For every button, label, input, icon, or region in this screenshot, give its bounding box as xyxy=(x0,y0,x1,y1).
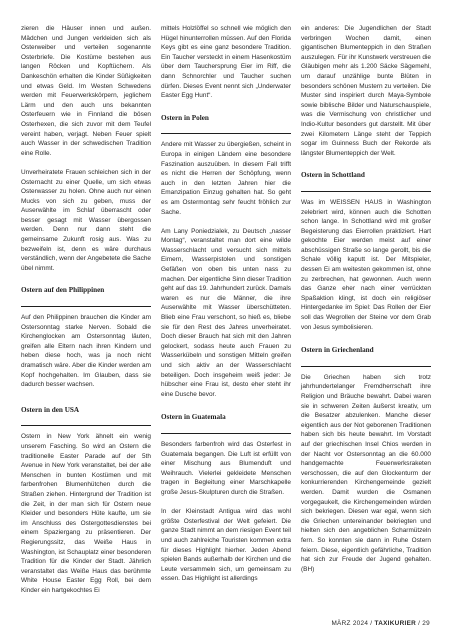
paragraph: Was im WEISSEN HAUS in Washington zelebriert wird, können auch die Schotten schon lange. In Schottland wird mit großer Begeisterung das Eierrollen praktiziert. Hart gekochte Eier werden meist auf einer abschüssigen Straße so lange gerollt, bis die Schale völlig kaputt ist. Der Mitspieler, dessen Ei am weitesten gekommen ist, ohne zu zerbrechen, hat gewonnen. Auch wenn das Ganze eher nach einer verrückten Spaßaktion klingt, ist doch ein religiöser Hintergedanke im Spiel: Das Rollen der Eier soll das Wegrollen der Steine vor dem Grab von Jesus symbolisieren. xyxy=(301,198,431,331)
paragraph: Die Griechen haben sich trotz jahrhundertelanger Fremdherrschaft ihre Religion und Bräuche bewahrt. Dabei waren sie in schweren Zeiten äußerst kreativ, um die Besatzer abzulenken. Manche dieser eigentlich aus der Not geborenen Traditionen haben sich bis heute bewahrt. Im Vorstadt auf der griechischen Insel Chios werden in der Nacht vor Ostersonntag an die 60.000 handgemachte Feuerwerksraketen verschossen, die auf den Glockenturm der konkurrierenden Kirchengemeinde gezielt werden. Damit wurden die Osmanen vorgegaukelt, die Kirchengemeinden würden sich bekriegen. Diesen war egal, wenn sich die Griechen untereinander bekriegten und hielten sich den angeblichen Scharmützeln fern. So konnten sie dann in Ruhe Ostern feiern. Diese, eigentlich gefährliche, Tradition hat sich zur Freude der Jugend gehalten. (BH) xyxy=(301,373,431,573)
paragraph: Am Lany Poniedzialek, zu Deutsch „nasser Montag“, veranstaltet man dort eine wilde Wasserschlacht und versucht sich mittels Eimern, Wasserpistolen und sonstigen Gefäßen von oben bis unten nass zu machen. Der eigentliche Sinn dieser Tradition geht auf das 19. Jahrhundert zurück. Damals waren es nur die Männer, die ihre Auserwählte mit Wasser überschütteten. Blieb eine Frau verschont, so hieß es, bliebe sie für den Rest des Jahres unverheiratet. Doch dieser Brauch hat sich mit den Jahren gelockert, sodass heute auch Frauen zu Wasserkübeln und sonstigen Mitteln greifen und sich aktiv an der Wasserschlacht beteiligen. Doch insgeheim weiß jeder: Je hübscher eine Frau ist, desto eher steht ihr eine Dusche bevor. xyxy=(161,227,291,398)
section-divider xyxy=(21,306,151,307)
magazine-name: TAXIKURIER xyxy=(374,620,417,627)
paragraph: Unverheiratete Frauen schleichen sich in der Osternacht zu einer Quelle, um sich etwas Osterwasser zu holen. Ohne auch nur einen Mucks von sich zu geben, muss der Auserwählte im Schlaf überrascht oder besser gesagt mit Wasser übergossen werden. Denn nur dann steht die gemeinsame Zukunft rosig aus. Was zu bezweifeln ist, denn es wäre durchaus verständlich, wenn der Angebetete die Sache übel nimmt. xyxy=(21,168,151,272)
paragraph: ein anderes: Die Jugendlichen der Stadt verbringen Wochen damit, einen gigantischen Blumenteppich in den Straßen auszulegen. Für ihr Kunstwerk verstreuen die Gläubigen mehr als 1.200 Säcke Sägemehl, um darauf unzählige bunte Blüten in besonders schönen Mustern zu verteilen. Die Muster sind inspiriert durch Maya-Symbole sowie biblische Bilder und Naturschauspiele, was die Vermischung von christlicher und Indio-Kultur besonders gut darstellt. Mit über zwei Kilometern Länge steht der Teppich sogar im Guinness Buch der Rekorde als längster Blumenteppich der Welt. xyxy=(301,25,431,157)
section-divider xyxy=(161,133,291,134)
section-divider xyxy=(301,191,431,192)
page-footer xyxy=(331,620,430,628)
section-divider xyxy=(161,433,291,434)
section-divider xyxy=(21,425,151,426)
section-heading-philippinen: Ostern auf den Philippinen xyxy=(21,286,105,295)
article-column-2 xyxy=(161,24,291,584)
section-heading-guatemala: Ostern in Guatemala xyxy=(161,413,226,422)
paragraph: mittels Holzlöffel so schnell wie möglich den Hügel hinunterrollen müssen. Auf den Florida Keys gibt es eine ganz besondere Tradition. Ein Taucher versteckt in einem Hasenkostüm über dem Tauchersprung Eier im Riff, die dann Schnorchler und Taucher suchen dürfen. Dieses Event nennt sich „Underwater Easter Egg Hunt“. xyxy=(161,25,291,100)
page-number: / 29 xyxy=(416,620,430,627)
paragraph: Auf den Philippinen brauchen die Kinder am Ostersonntag starke Nerven. Sobald die Kirchenglocken am Ostersonntag läuten, greifen alle Eltern nach ihren Kindern und heben diese hoch, was ja noch nicht dramatisch wäre. Aber die Kinder werden am Kopf hochgehalten. Im Glauben, dass sie dadurch besser wachsen. xyxy=(21,314,151,389)
section-heading-schottland: Ostern in Schottland xyxy=(301,171,365,180)
section-heading-griechenland: Ostern in Griechenland xyxy=(301,346,374,355)
paragraph: In der Kleinstadt Antigua wird das wohl größte Osterfestival der Welt gefeiert. Die ganze Stadt nimmt an dem riesigen Event teil und auch zahlreiche Touristen kommen extra für dieses Highlight hierher. Jeden Abend spielen Bands außerhalb der Kirchen und die Leute versammeln sich, um gemeinsam zu essen. Das Highlight ist allerdings xyxy=(161,508,291,583)
article-column-1 xyxy=(21,24,151,595)
article-column-3 xyxy=(301,24,431,574)
section-divider xyxy=(301,366,431,367)
paragraph: Ostern in New York ähnelt ein wenig unserem Fasching. So wird an Ostern die traditionelle Easter Parade auf der 5th Avenue in New York veranstaltet, bei der alle Menschen in bunten Kostümen und mit farbenfrohen Blumenhütchen durch die Straßen ziehen. Hintergrund der Tradition ist die Zeit, in der man sich für Ostern neue Kleider und besonders Hüte kaufte, um sie im Anschluss des Ostergottesdienstes bei einem Spaziergang zu präsentieren. Der Regierungssitz, das Weiße Haus in Washington, ist Schauplatz einer besonderen Tradition für die Kinder der Stadt. Jährlich veranstaltet das Weiße Haus das berühmte White House Easter Egg Roll, bei dem Kinder ein hartgekochtes Ei xyxy=(21,433,151,594)
paragraph: zieren die Häuser innen und außen. Mädchen und Jungen verkleiden sich als Osterweiber und verteilen sogenannte Osterbriefe. Die Kostüme bestehen aus langen Röcken und Kopftüchern. Als Dankeschön erhalten die Kinder Süßigkeiten und etwas Geld. Im Westen Schwedens werden mit Feuerwerkskörpern, jeglichem Lärm und den auch uns bekannten Osterfeuern wie in Finnland die bösen Osterhexen, die sich zuvor mit dem Teufel vereint haben, verjagt. Neben Feuer spielt auch Wasser in der schwedischen Tradition eine Rolle. xyxy=(21,25,151,157)
issue-date: MÄRZ 2024 / xyxy=(331,620,375,627)
section-heading-usa: Ostern in den USA xyxy=(21,405,80,414)
paragraph: Besonders farbenfroh wird das Osterfest in Guatemala begangen. Die Luft ist erfüllt von einer Mischung aus Blumenduft und Weihrauch. Vielerlei gekleidete Menschen tragen in Begleitung einer Marschkapelle große Jesus-Skulpturen durch die Straßen. xyxy=(161,440,291,496)
section-heading-polen: Ostern in Polen xyxy=(161,113,209,122)
paragraph: Andere mit Wasser zu übergießen, scheint in Europa in einigen Ländern eine besondere Faszination auszuüben. In diesem Fall trifft es nicht die Herren der Schöpfung, wenn auch in den letzten Jahren hier die Emanzipation Einzug gehalten hat. So geht es am Ostermontag sehr feucht fröhlich zur Sache. xyxy=(161,141,291,216)
